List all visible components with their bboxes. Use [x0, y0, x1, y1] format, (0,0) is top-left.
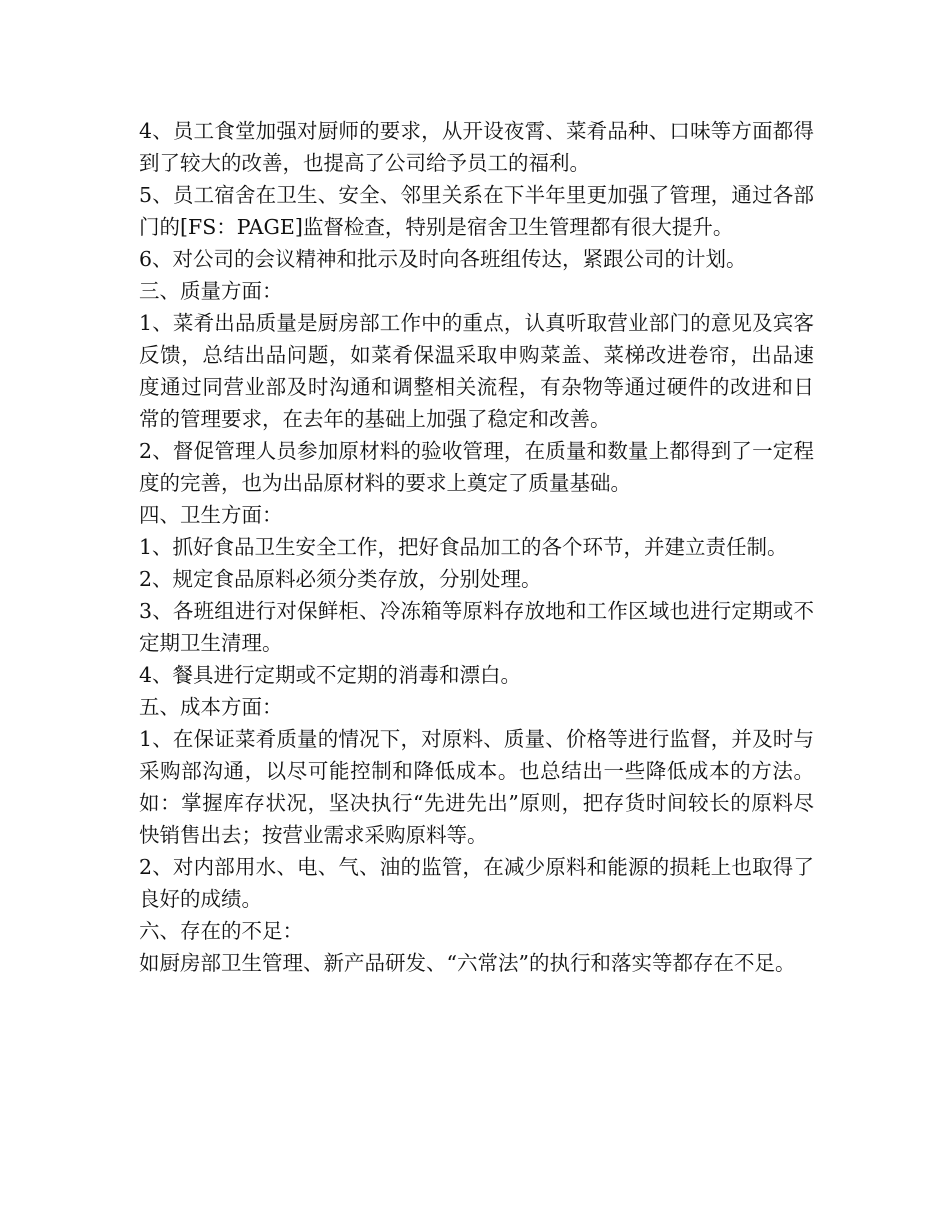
paragraph-energy-monitoring: 2、对内部用水、电、气、油的监管，在减少原料和能源的损耗上也取得了良好的成绩。 [139, 855, 814, 911]
paragraph-material-inspection: 2、督促管理人员参加原材料的验收管理，在质量和数量上都得到了一定程度的完善，也为出品原材料的要求上奠定了质量基础。 [139, 439, 814, 495]
paragraph-food-safety: 1、抓好食品卫生安全工作，把好食品加工的各个环节，并建立责任制。 [139, 535, 788, 559]
section-heading-cost: 五、成本方面： [139, 695, 283, 719]
section-heading-hygiene: 四、卫生方面： [139, 503, 283, 527]
paragraph-meeting-spirit: 6、对公司的会议精神和批示及时向各班组传达，紧跟公司的计划。 [139, 247, 747, 271]
section-heading-quality: 三、质量方面： [139, 279, 283, 303]
section-heading-shortcomings: 六、存在的不足： [139, 919, 303, 943]
paragraph-cost-control: 1、在保证菜肴质量的情况下，对原料、质量、价格等进行监督，并及时与采购部沟通，以尽可能控制和降低成本。也总结出一些降低成本的方法。如：掌握库存状况，坚决执行“先进先出”原则，把存货时间较长的原料尽快销售出去；按营业需求采购原料等。 [139, 727, 814, 847]
paragraph-dish-quality: 1、菜肴出品质量是厨房部工作中的重点，认真听取营业部门的意见及宾客反馈，总结出品问题，如菜肴保温采取申购菜盖、菜梯改进卷帘，出品速度通过同营业部及时沟通和调整相关流程，有杂物等通过硬件的改进和日常的管理要求，在去年的基础上加强了稳定和改善。 [139, 311, 814, 431]
paragraph-staff-dormitory: 5、员工宿舍在卫生、安全、邻里关系在下半年里更加强了管理，通过各部门的[FS：PAGE]监督检查，特别是宿舍卫生管理都有很大提升。 [139, 183, 814, 239]
paragraph-shortcomings: 如厨房部卫生管理、新产品研发、“六常法”的执行和落实等都存在不足。 [139, 951, 796, 975]
document-body [139, 115, 814, 979]
paragraph-cleaning: 3、各班组进行对保鲜柜、冷冻箱等原料存放地和工作区域也进行定期或不定期卫生清理。 [139, 599, 814, 655]
paragraph-raw-storage: 2、规定食品原料必须分类存放，分别处理。 [139, 567, 542, 591]
paragraph-tableware: 4、餐具进行定期或不定期的消毒和漂白。 [139, 663, 522, 687]
paragraph-staff-canteen: 4、员工食堂加强对厨师的要求，从开设夜霄、菜肴品种、口味等方面都得到了较大的改善，也提高了公司给予员工的福利。 [139, 119, 814, 175]
